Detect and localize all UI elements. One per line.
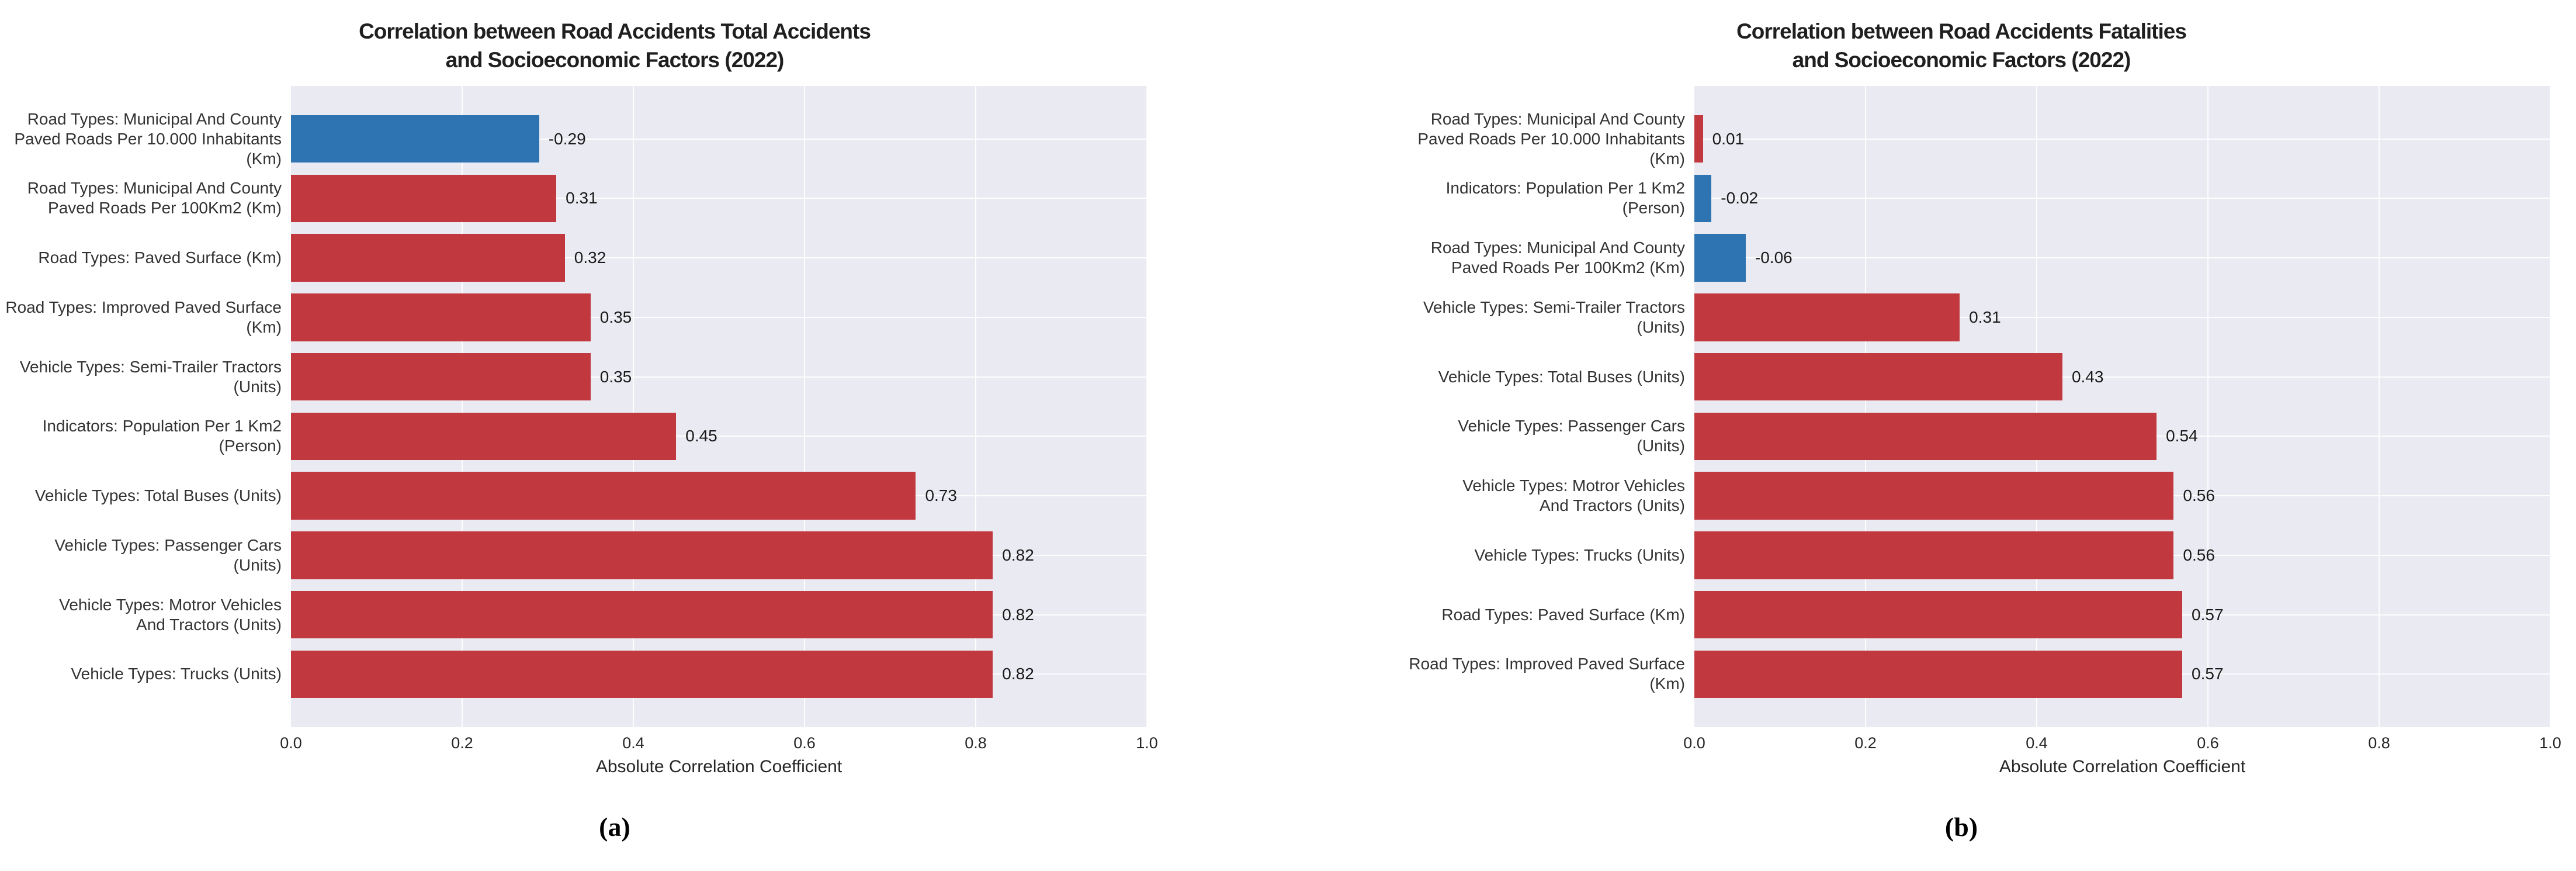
- x-tick-label: 0.4: [622, 734, 644, 752]
- bar-value-label: 0.56: [2183, 486, 2215, 505]
- bar-value-label: 0.32: [574, 248, 606, 267]
- h-gridline: [1694, 257, 2550, 258]
- y-category-label-line: Road Types: Municipal And County: [27, 109, 282, 128]
- y-category-label-line: Road Types: Municipal And County: [1430, 239, 1685, 257]
- y-category-label: [1407, 109, 1685, 169]
- y-category-label: [4, 486, 282, 506]
- bar-value-label: 0.82: [1002, 605, 1034, 624]
- v-gridline: [2379, 86, 2380, 727]
- y-category-label-line: Vehicle Types: Passenger Cars (Units): [54, 535, 282, 574]
- x-axis-label: Absolute Correlation Coefficient: [595, 757, 843, 776]
- bar-value-label: 0.57: [2192, 605, 2224, 624]
- bar: [1694, 234, 1746, 281]
- bar: [291, 353, 591, 400]
- y-category-label: [1407, 654, 1685, 694]
- y-category-label-line: Road Types: Municipal And County: [27, 179, 282, 198]
- y-category-label-line: Vehicle Types: Semi-Trailer Tractors (Units): [1423, 298, 1685, 336]
- y-category-label-line: Road Types: Paved Surface (Km): [1441, 605, 1685, 624]
- y-category-label: [4, 357, 282, 397]
- y-category-label: [4, 595, 282, 635]
- v-gridline: [1146, 86, 1147, 727]
- bar-value-label: 0.82: [1002, 545, 1034, 564]
- x-tick-label: 0.0: [280, 734, 302, 752]
- x-tick-label: 0.4: [2026, 734, 2048, 752]
- y-category-label: [1407, 367, 1685, 387]
- bar-value-label: -0.02: [1721, 189, 1759, 208]
- y-category-label: [4, 178, 282, 218]
- bar: [291, 591, 993, 638]
- y-category-label: [4, 416, 282, 456]
- y-category-label-line: Vehicle Types: Total Buses (Units): [1438, 367, 1685, 386]
- bar-value-label: -0.29: [548, 129, 586, 148]
- bar: [291, 531, 993, 579]
- bar-value-label: 0.45: [685, 427, 717, 445]
- bar: [291, 413, 676, 460]
- h-gridline: [1694, 139, 2550, 140]
- y-category-label: [1407, 545, 1685, 565]
- x-tick-label: 0.0: [1683, 734, 1705, 752]
- subfigure-a: [0, 0, 1229, 871]
- x-tick-label: 0.6: [793, 734, 816, 752]
- bar: [1694, 472, 2173, 519]
- x-tick-label: 1.0: [1136, 734, 1158, 752]
- bar-value-label: 0.82: [1002, 665, 1034, 683]
- subfigure-a-caption: (a): [599, 812, 630, 842]
- x-tick-label: 0.2: [451, 734, 473, 752]
- y-category-label-line: And Tractors (Units): [136, 615, 282, 634]
- y-category-label-line: Vehicle Types: Passenger Cars (Units): [1458, 417, 1685, 455]
- y-category-label-line: Road Types: Improved Paved Surface (Km): [1409, 655, 1685, 693]
- h-gridline: [1694, 198, 2550, 199]
- y-category-label: [1407, 298, 1685, 337]
- bar: [291, 472, 916, 519]
- y-category-label-line: Vehicle Types: Trucks (Units): [1474, 545, 1685, 564]
- bar-value-label: 0.35: [599, 367, 632, 386]
- x-axis-label: Absolute Correlation Coefficient: [1999, 757, 2246, 776]
- y-category-label: [4, 298, 282, 337]
- y-category-label-line: Paved Roads Per 10.000 Inhabitants (Km): [14, 129, 282, 168]
- x-tick-label: 0.2: [1854, 734, 1877, 752]
- bar-value-label: 0.43: [2071, 367, 2104, 386]
- bar: [291, 293, 591, 341]
- x-tick-label: 0.8: [2368, 734, 2390, 752]
- chart-title-line-1: Correlation between Road Accidents Total Accidents: [359, 19, 871, 43]
- bar-value-label: 0.56: [2183, 545, 2215, 564]
- bar: [1694, 413, 2157, 460]
- bar: [291, 234, 565, 281]
- x-tick-label: 0.6: [2197, 734, 2219, 752]
- bar: [1694, 591, 2182, 638]
- bar: [291, 175, 556, 222]
- bar: [1694, 531, 2173, 579]
- bar: [1694, 175, 1711, 222]
- chart-title-line-2: and Socioeconomic Factors (2022): [1792, 47, 2131, 72]
- y-category-label-line: Road Types: Paved Surface (Km): [38, 248, 282, 267]
- y-category-label: [1407, 238, 1685, 278]
- v-gridline: [2550, 86, 2551, 727]
- y-category-label-line: Paved Roads Per 100Km2 (Km): [48, 199, 282, 217]
- bar: [1694, 651, 2182, 698]
- y-category-label-line: Road Types: Improved Paved Surface (Km): [5, 298, 282, 336]
- subfigure-b-caption: (b): [1944, 812, 1978, 842]
- chart-title-line-1: Correlation between Road Accidents Fatalities: [1736, 19, 2186, 43]
- bar-value-label: 0.57: [2192, 665, 2224, 683]
- bar: [291, 651, 993, 698]
- y-category-label-line: Vehicle Types: Semi-Trailer Tractors (Units): [19, 357, 282, 396]
- bar-value-label: 0.54: [2166, 427, 2198, 445]
- y-category-label-line: Vehicle Types: Motror Vehicles: [59, 595, 282, 614]
- y-category-label: [1407, 476, 1685, 516]
- y-category-label-line: Road Types: Municipal And County: [1430, 109, 1685, 128]
- chart-title-fatalities: [1347, 18, 2576, 75]
- bar-value-label: -0.06: [1755, 248, 1793, 267]
- y-category-label-line: Indicators: Population Per 1 Km2 (Person): [1445, 179, 1685, 217]
- y-category-label: [1407, 605, 1685, 625]
- y-category-label: [4, 664, 282, 684]
- bar-value-label: 0.35: [599, 307, 632, 326]
- bar-value-label: 0.31: [566, 189, 598, 208]
- y-category-label: [1407, 416, 1685, 456]
- y-category-label-line: Paved Roads Per 100Km2 (Km): [1451, 258, 1685, 277]
- chart-title-line-2: and Socioeconomic Factors (2022): [445, 47, 784, 72]
- subfigure-b: [1347, 0, 2576, 871]
- bar: [1694, 293, 1960, 341]
- y-category-label-line: And Tractors (Units): [1540, 496, 1685, 515]
- y-category-label: [1407, 178, 1685, 218]
- bar: [1694, 353, 2062, 400]
- y-category-label-line: Indicators: Population Per 1 Km2 (Person): [42, 417, 282, 455]
- y-category-label-line: Vehicle Types: Motror Vehicles: [1462, 476, 1685, 495]
- bar-value-label: 0.73: [925, 486, 957, 505]
- y-category-label-line: Vehicle Types: Total Buses (Units): [34, 486, 282, 505]
- bar-value-label: 0.01: [1712, 129, 1745, 148]
- y-category-label: [4, 109, 282, 169]
- bar-chart-total-accidents: [5, 86, 1158, 776]
- x-tick-label: 1.0: [2539, 734, 2561, 752]
- chart-title-total-accidents: [0, 18, 1229, 75]
- bar-value-label: 0.31: [1969, 307, 2001, 326]
- y-category-label: [4, 535, 282, 575]
- bar-chart-fatalities: [1409, 86, 2561, 776]
- x-tick-label: 0.8: [965, 734, 987, 752]
- bar: [1694, 115, 1703, 163]
- bar: [291, 115, 539, 163]
- y-category-label: [4, 248, 282, 268]
- y-category-label-line: Paved Roads Per 10.000 Inhabitants (Km): [1417, 129, 1685, 168]
- v-gridline: [2207, 86, 2209, 727]
- y-category-label-line: Vehicle Types: Trucks (Units): [71, 665, 282, 683]
